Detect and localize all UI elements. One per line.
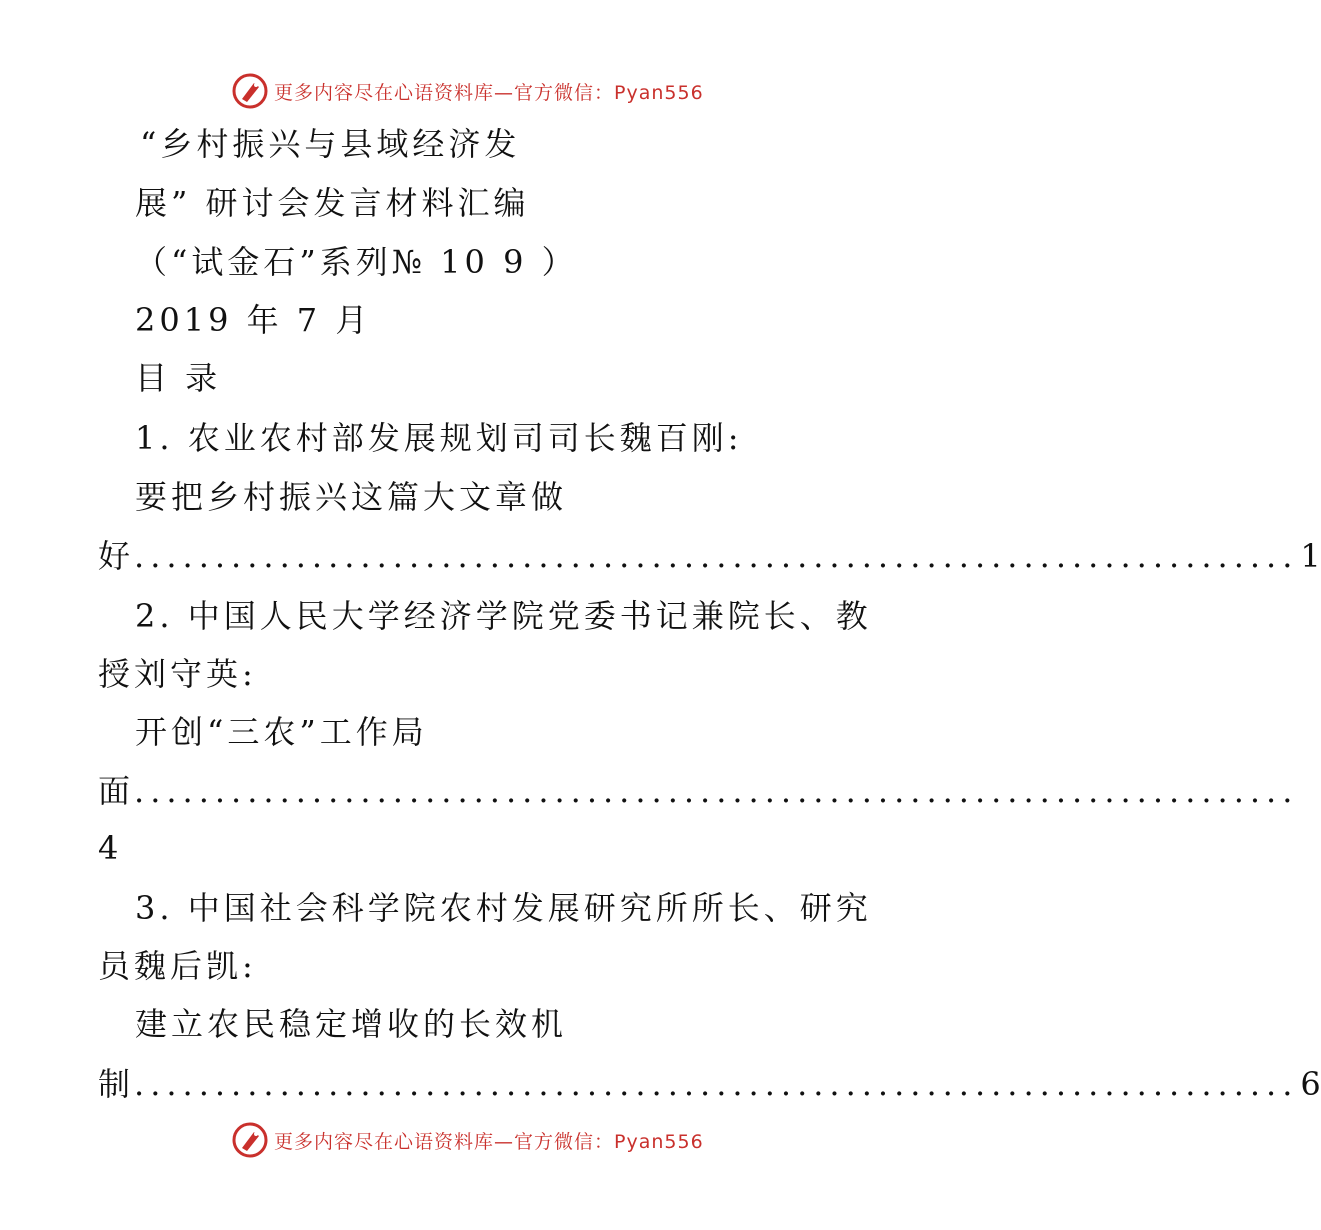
watermark-text: 更多内容尽在心语资料库—官方微信：Pyan556 [274, 81, 704, 104]
doc-title-line-2: 展” 研讨会发言材料汇编 [135, 184, 530, 222]
watermark-text: 更多内容尽在心语资料库—官方微信：Pyan556 [274, 1130, 704, 1153]
dot-leader: ........................................................................ [134, 537, 1299, 575]
toc-entry-1-title-end: 好 [98, 537, 135, 575]
watermark-bottom [232, 1121, 704, 1159]
toc-entry-2-title: 开创“三农”工作局 [135, 713, 428, 751]
toc-entry-2-page-number: 4 [98, 829, 123, 867]
doc-series-line: （“试金石”系列№ 10 9 ） [135, 243, 578, 281]
toc-entry-2-author: 2. 中国人民大学经济学院党委书记兼院长、教 [135, 597, 872, 635]
toc-entry-1-leader-line[interactable] [98, 536, 1321, 576]
pen-logo-icon [232, 73, 268, 109]
toc-entry-2-author-cont: 授刘守英: [98, 655, 257, 693]
toc-entry-1-author: 1. 农业农村部发展规划司司长魏百刚: [135, 419, 743, 457]
toc-entry-3-author: 3. 中国社会科学院农村发展研究所所长、研究 [135, 889, 872, 927]
doc-title-line-1: “乡村振兴与县域经济发 [140, 125, 521, 163]
toc-entry-1-page-number: 1 [1300, 537, 1321, 575]
dot-leader: ........................................................................ [134, 772, 1299, 810]
toc-entry-2-leader-line[interactable] [98, 771, 1299, 811]
toc-entry-3-title: 建立农民稳定增收的长效机 [135, 1005, 568, 1043]
toc-entry-3-page-number: 6 [1300, 1065, 1321, 1103]
toc-entry-1-title: 要把乡村振兴这篇大文章做 [135, 478, 568, 516]
toc-entry-3-leader-line[interactable] [98, 1064, 1321, 1104]
doc-date: 2019 年 7 月 [135, 301, 372, 339]
toc-entry-3-title-end: 制 [98, 1065, 135, 1103]
toc-heading: 目 录 [135, 359, 222, 397]
watermark-top [232, 72, 704, 110]
dot-leader: ........................................................................ [134, 1065, 1299, 1103]
toc-entry-3-author-cont: 员魏后凯: [98, 947, 257, 985]
pen-logo-icon [232, 1122, 268, 1158]
toc-entry-2-title-end: 面 [98, 772, 135, 810]
